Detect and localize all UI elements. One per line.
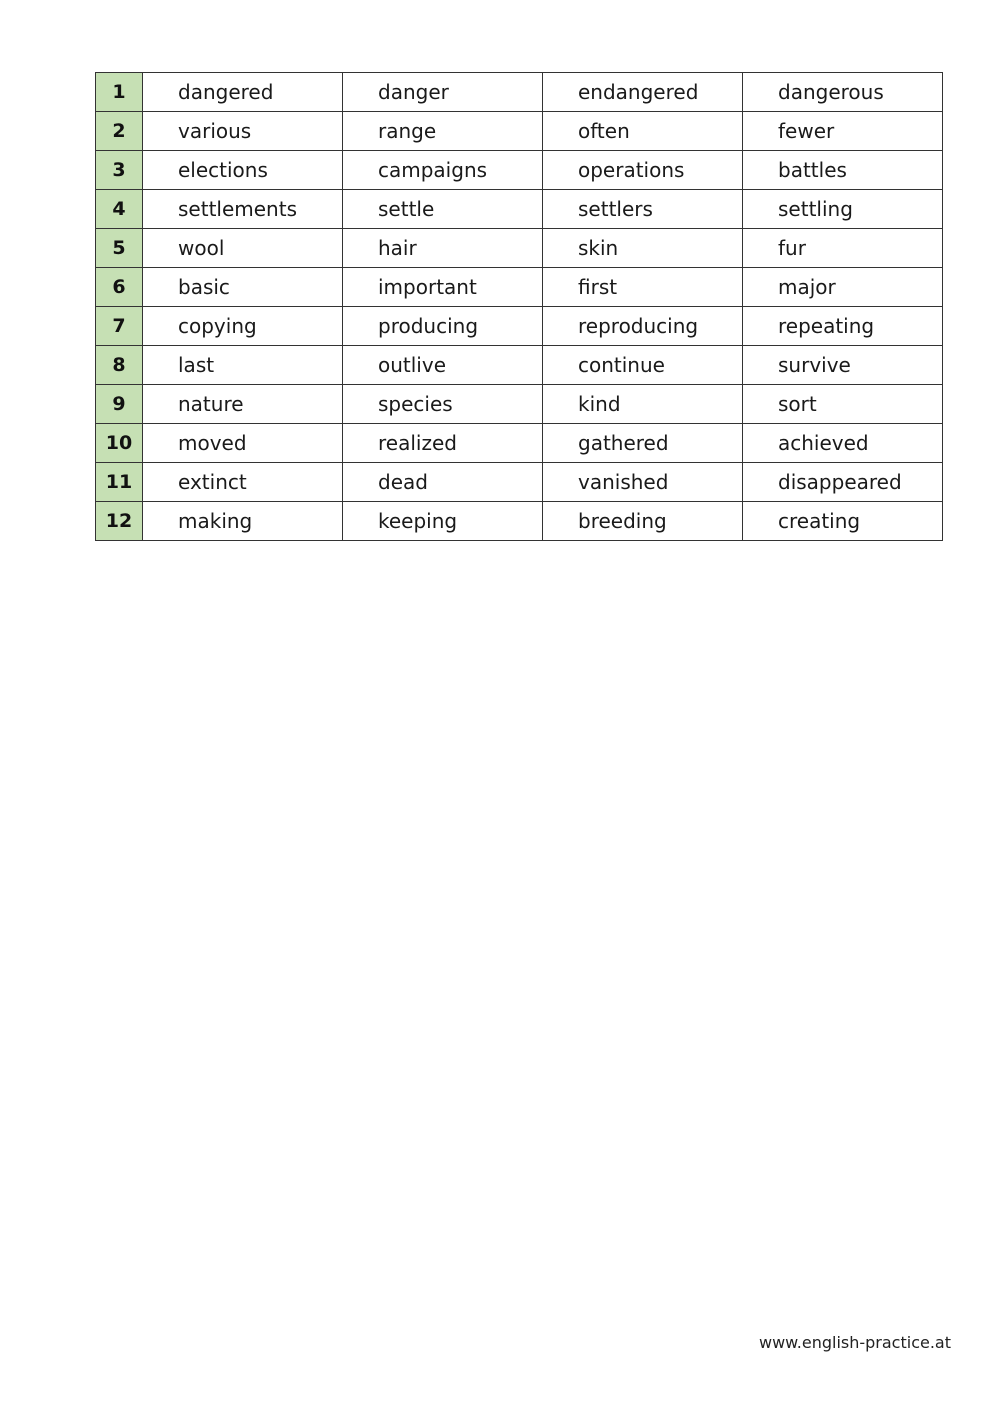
answer-option-cell: keeping <box>343 502 543 541</box>
table-row <box>96 463 943 502</box>
answer-option-cell: extinct <box>143 463 343 502</box>
table-row <box>96 346 943 385</box>
question-number-cell: 7 <box>96 307 143 346</box>
question-number-cell: 1 <box>96 73 143 112</box>
answer-option-cell: basic <box>143 268 343 307</box>
answer-option-cell: fur <box>743 229 943 268</box>
question-number-cell: 3 <box>96 151 143 190</box>
answer-option-cell: survive <box>743 346 943 385</box>
question-number-cell: 5 <box>96 229 143 268</box>
answer-option-cell: fewer <box>743 112 943 151</box>
answer-option-cell: hair <box>343 229 543 268</box>
answer-option-cell: achieved <box>743 424 943 463</box>
answer-option-cell: important <box>343 268 543 307</box>
answer-option-cell: skin <box>543 229 743 268</box>
answer-option-cell: gathered <box>543 424 743 463</box>
answer-option-cell: kind <box>543 385 743 424</box>
answer-option-cell: copying <box>143 307 343 346</box>
answer-option-cell: major <box>743 268 943 307</box>
answer-option-cell: campaigns <box>343 151 543 190</box>
answer-option-cell: making <box>143 502 343 541</box>
answer-option-cell: disappeared <box>743 463 943 502</box>
answer-option-cell: dangerous <box>743 73 943 112</box>
answer-option-cell: dead <box>343 463 543 502</box>
answer-option-cell: endangered <box>543 73 743 112</box>
answer-option-cell: operations <box>543 151 743 190</box>
answer-option-cell: reproducing <box>543 307 743 346</box>
answer-options-table <box>95 72 943 541</box>
answer-option-cell: producing <box>343 307 543 346</box>
table-row <box>96 73 943 112</box>
answer-option-cell: battles <box>743 151 943 190</box>
answer-option-cell: sort <box>743 385 943 424</box>
answer-option-cell: outlive <box>343 346 543 385</box>
answer-option-cell: vanished <box>543 463 743 502</box>
answer-option-cell: continue <box>543 346 743 385</box>
answer-option-cell: settlers <box>543 190 743 229</box>
footer-website-url: www.english-practice.at <box>758 1333 951 1352</box>
table-row <box>96 229 943 268</box>
answer-option-cell: settle <box>343 190 543 229</box>
table-row <box>96 190 943 229</box>
table-row <box>96 385 943 424</box>
table-row <box>96 268 943 307</box>
question-number-cell: 6 <box>96 268 143 307</box>
answer-option-cell: creating <box>743 502 943 541</box>
answer-option-cell: danger <box>343 73 543 112</box>
answer-option-cell: nature <box>143 385 343 424</box>
question-number-cell: 11 <box>96 463 143 502</box>
table-row <box>96 502 943 541</box>
question-number-cell: 8 <box>96 346 143 385</box>
question-number-cell: 12 <box>96 502 143 541</box>
answer-option-cell: elections <box>143 151 343 190</box>
answer-option-cell: moved <box>143 424 343 463</box>
answer-option-cell: realized <box>343 424 543 463</box>
answer-option-cell: often <box>543 112 743 151</box>
table-row <box>96 151 943 190</box>
answer-option-cell: dangered <box>143 73 343 112</box>
answer-option-cell: breeding <box>543 502 743 541</box>
answer-option-cell: species <box>343 385 543 424</box>
question-number-cell: 2 <box>96 112 143 151</box>
question-number-cell: 10 <box>96 424 143 463</box>
table-row <box>96 424 943 463</box>
answer-option-cell: wool <box>143 229 343 268</box>
question-number-cell: 4 <box>96 190 143 229</box>
answer-option-cell: last <box>143 346 343 385</box>
question-number-cell: 9 <box>96 385 143 424</box>
answer-option-cell: various <box>143 112 343 151</box>
answer-options-table-body <box>96 73 943 541</box>
answer-option-cell: settling <box>743 190 943 229</box>
answer-option-cell: first <box>543 268 743 307</box>
table-row <box>96 112 943 151</box>
answer-option-cell: repeating <box>743 307 943 346</box>
answer-option-cell: range <box>343 112 543 151</box>
table-row <box>96 307 943 346</box>
answer-option-cell: settlements <box>143 190 343 229</box>
